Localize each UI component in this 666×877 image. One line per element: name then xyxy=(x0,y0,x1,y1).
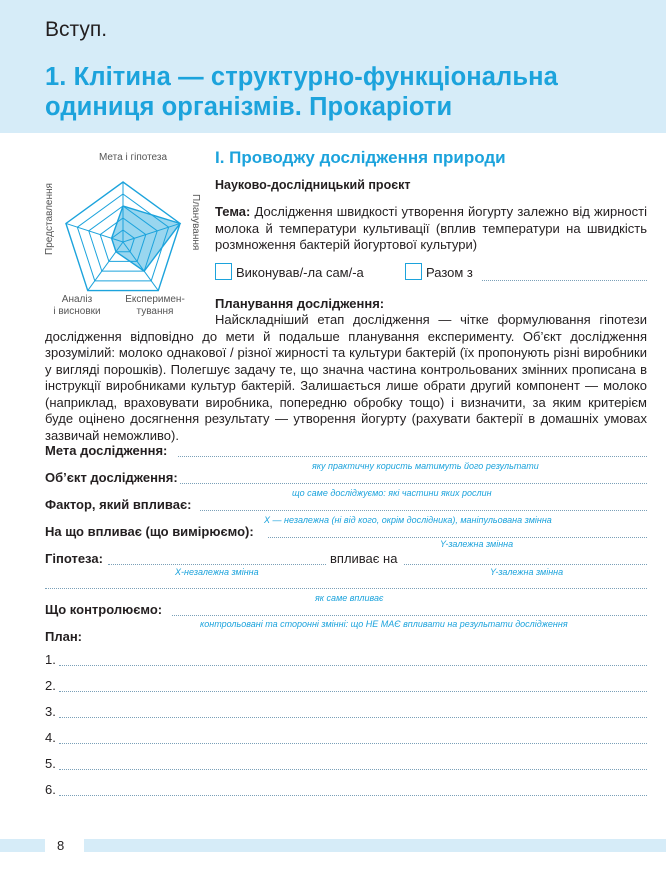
option-alone[interactable] xyxy=(215,263,364,280)
option-alone-label: Виконував/-ла сам/-а xyxy=(236,265,364,280)
title-line-1: 1. Клітина — структурно-функціональна xyxy=(45,63,558,91)
hypothesis-y-hint: Y-залежна змінна xyxy=(490,567,564,577)
object-hint: що саме досліджуємо: які частини яких рослин xyxy=(292,488,492,498)
hypothesis-x-input-line[interactable] xyxy=(108,564,326,565)
together-input-line[interactable] xyxy=(482,280,647,281)
control-hint: контрольовані та сторонні змінні: що НЕ МАЄ впливати на результати дослідження xyxy=(200,619,568,629)
option-together-label: Разом з xyxy=(426,265,473,280)
hypothesis-mid-text: впливає на xyxy=(330,551,398,566)
topic-label: Тема: xyxy=(215,204,251,219)
project-topic xyxy=(215,204,647,254)
chapter-intro: Вступ. xyxy=(45,18,108,41)
object-label: Об’єкт дослідження: xyxy=(45,470,178,485)
skills-radar-diagram xyxy=(40,148,210,328)
hypothesis-y-input-line[interactable] xyxy=(404,564,647,565)
planning-heading: Планування дослідження: xyxy=(215,296,385,311)
radar-label-presentation: Представлення xyxy=(44,183,55,255)
hypothesis-how-input-line[interactable] xyxy=(45,588,647,589)
topic-text: Дослідження швидкості утворення йогурту залежно від жирності молока й температури культивації (вплив температури на швидкість розмноження бактерій йогуртової культури) xyxy=(215,204,647,252)
planning-paragraph xyxy=(45,312,647,444)
together-checkbox[interactable] xyxy=(405,263,422,280)
plan-item-4-line[interactable] xyxy=(59,743,647,744)
measure-hint: Y-залежна змінна xyxy=(440,539,514,549)
factor-label: Фактор, який впливає: xyxy=(45,497,192,512)
plan-label: План: xyxy=(45,629,83,644)
plan-item-1-number: 1. xyxy=(45,652,56,667)
plan-item-5-line[interactable] xyxy=(59,769,647,770)
goal-label: Мета дослідження: xyxy=(45,443,168,458)
radar-label-experiment-2: тування xyxy=(136,306,174,317)
plan-item-6-line[interactable] xyxy=(59,795,647,796)
chapter-header xyxy=(0,0,666,133)
control-label: Що контролюємо: xyxy=(45,602,163,617)
plan-item-2-number: 2. xyxy=(45,678,56,693)
plan-item-5-number: 5. xyxy=(45,756,56,771)
alone-checkbox[interactable] xyxy=(215,263,232,280)
hypothesis-label: Гіпотеза: xyxy=(45,551,103,566)
planning-text: Найскладніший етап дослідження — чітке формулювання гіпотези дослідження відповідно до мети й подальше планування експерименту. Об’єкт дослідження зрозумілий: молоко однакової / різної жирності та культури бактерій (їх пропонують різні виробники у вигляді порошків). Полегшує задачу те, що значна частина контрольованих змінних прописана в інструкції виробниками культур бактерій. Залишається лише обрати другий компонент — молоко (наприклад, враховувати виробника, попередню обробку тощо) і визначити, за яким критерієм буде оцінено досягнення результату — утворення йогурту (рахувати бактерії в домашніх умовах зазвичай неможливо). xyxy=(45,312,647,443)
plan-item-6-number: 6. xyxy=(45,782,56,797)
page-title xyxy=(45,62,655,122)
title-line-2: одиниця організмів. Прокаріоти xyxy=(45,93,453,121)
page-number: 8 xyxy=(57,838,65,853)
project-subhead: Науково-дослідницький проєкт xyxy=(215,178,411,192)
plan-item-3-number: 3. xyxy=(45,704,56,719)
option-together[interactable] xyxy=(405,263,473,280)
hypothesis-how-hint: як саме впливає xyxy=(315,593,384,603)
measure-input-line[interactable] xyxy=(268,537,647,538)
footer-bar-right xyxy=(84,839,666,852)
plan-item-3-line[interactable] xyxy=(59,717,647,718)
radar-label-experiment-1: Експеримен- xyxy=(125,294,185,305)
section-title: I. Проводжу дослідження природи xyxy=(215,148,506,167)
factor-input-line[interactable] xyxy=(200,510,647,511)
plan-item-1-line[interactable] xyxy=(59,665,647,666)
radar-label-goal: Мета і гіпотеза xyxy=(98,152,168,163)
goal-input-line[interactable] xyxy=(178,456,647,457)
radar-label-analysis-2: і висновки xyxy=(53,306,101,317)
hypothesis-x-hint: X-незалежна змінна xyxy=(175,567,259,577)
radar-label-planning: Планування xyxy=(190,194,201,251)
object-input-line[interactable] xyxy=(180,483,647,484)
control-input-line[interactable] xyxy=(172,615,647,616)
plan-item-2-line[interactable] xyxy=(59,691,647,692)
radar-label-analysis-1: Аналіз xyxy=(61,294,93,305)
measure-label: На що впливає (що вимірюємо): xyxy=(45,524,254,539)
plan-item-4-number: 4. xyxy=(45,730,56,745)
factor-hint: X — незалежна (ні від кого, окрім дослідника), маніпульована змінна xyxy=(264,515,552,525)
goal-hint: яку практичну користь матимуть його результати xyxy=(312,461,539,471)
footer-bar-left xyxy=(0,839,45,852)
